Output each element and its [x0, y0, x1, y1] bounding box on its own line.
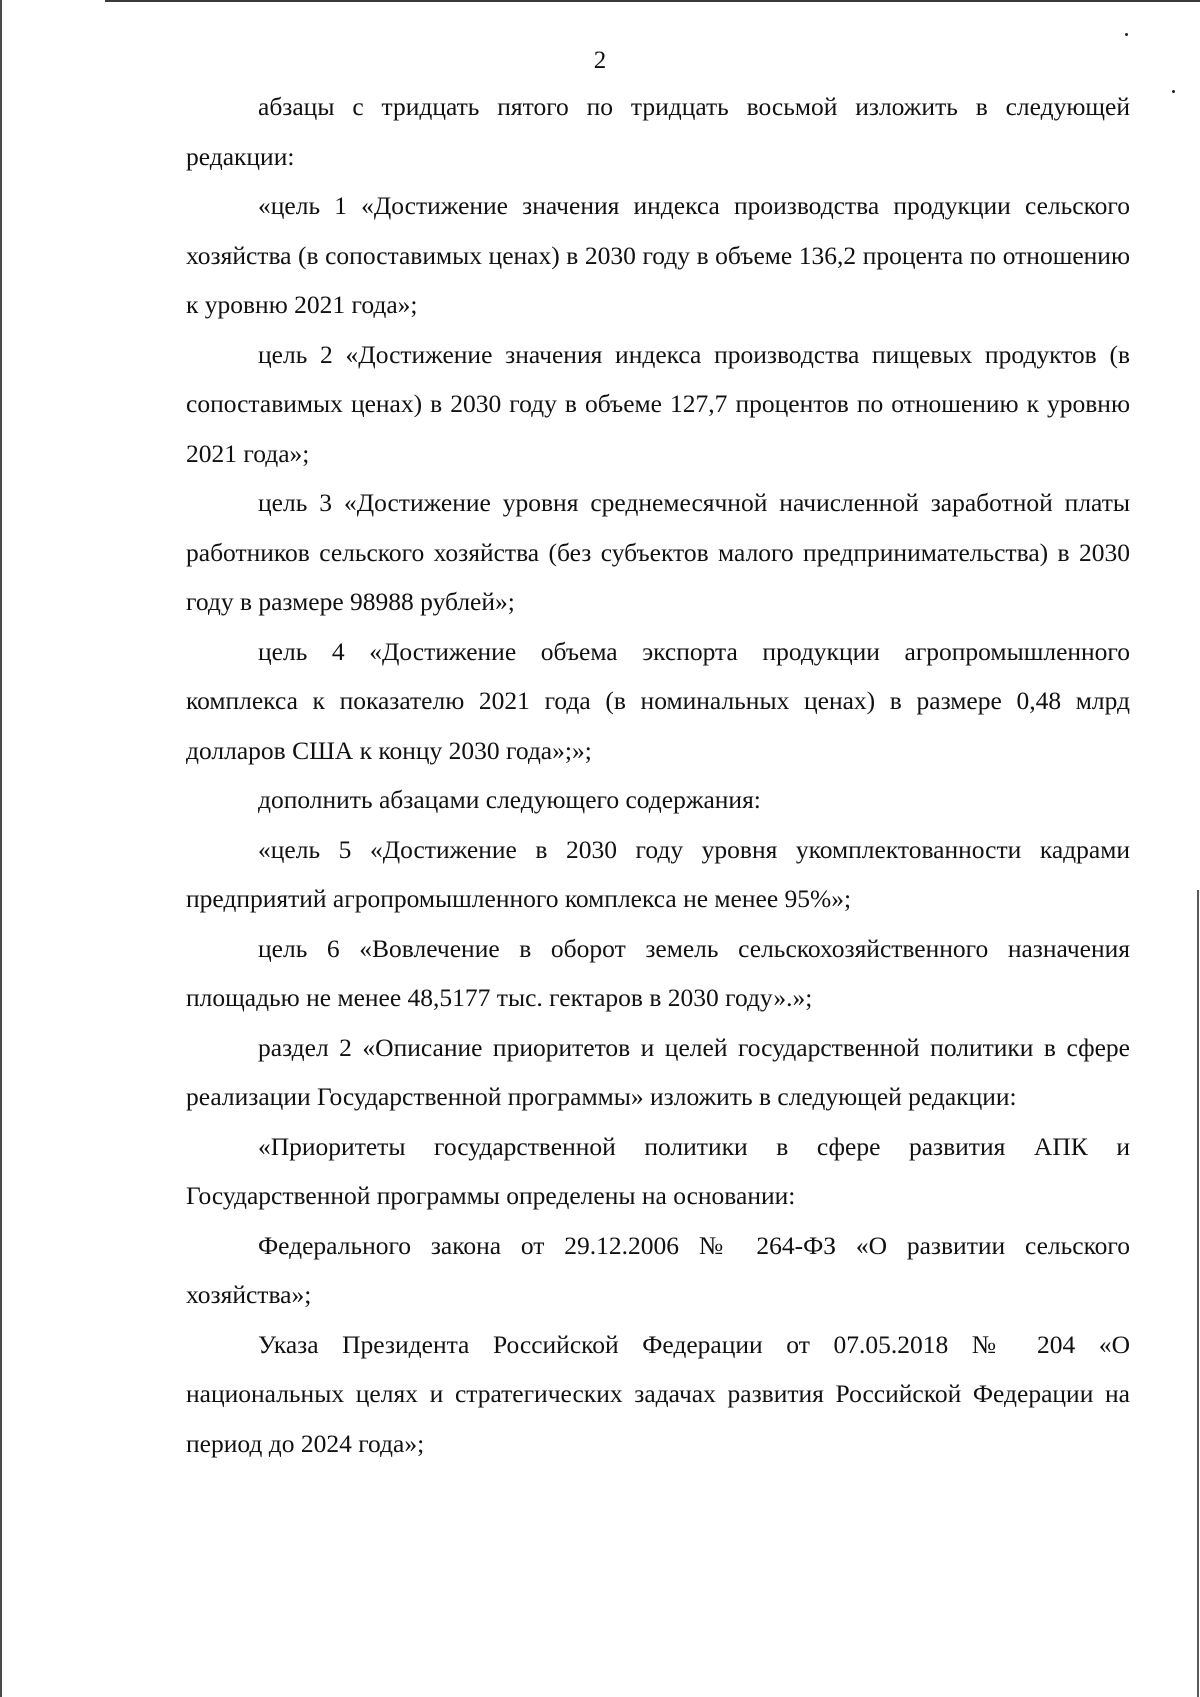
paragraph-10: «Приоритеты государственной политики в сфере развития АПК и Государственной программы определены на основании: [186, 1131, 1130, 1210]
scan-speck [1125, 33, 1128, 36]
paragraph-9: раздел 2 «Описание приоритетов и целей государственной политики в сфере реализации Государственной программы» изложить в следующей редакции: [186, 1032, 1130, 1111]
paragraph-2: «цель 1 «Достижение значения индекса производства продукции сельского хозяйства (в сопоставимых ценах) в 2030 году в объеме 136,2 процента по отношению к уровню 2021 года»; [186, 191, 1130, 319]
paragraph-3: цель 2 «Достижение значения индекса производства пищевых продуктов (в сопоставимых ценах) в 2030 году в объеме 127,7 процентов по отношению к уровню 2021 года»; [186, 339, 1130, 468]
document-body [186, 82, 1130, 1468]
paragraph-11: Федерального закона от 29.12.2006 № 264-ФЗ «О развитии сельского хозяйства»; [186, 1230, 1130, 1309]
scan-speck [1172, 90, 1175, 93]
paragraph-8: цель 6 «Вовлечение в оборот земель сельскохозяйственного назначения площадью не менее 48,5177 тыс. гектаров в 2030 году».»; [186, 933, 1130, 1012]
paragraph-6: дополнить абзацами следующего содержания: [258, 785, 761, 814]
scan-edge-left [0, 0, 2, 1697]
paragraph-5: цель 4 «Достижение объема экспорта продукции агропромышленного комплекса к показателю 2021 года (в номинальных ценах) в размере 0,48 млрд долларов США к концу 2030 года»;»; [186, 636, 1130, 765]
scan-edge-right [1197, 890, 1199, 1697]
paragraph-12: Указа Президента Российской Федерации от 07.05.2018 № 204 «О национальных целях и стратегических задачах развития Российской Федерации на период до 2024 года»; [186, 1329, 1130, 1458]
page-number: 2 [593, 47, 607, 74]
paragraph-4: цель 3 «Достижение уровня среднемесячной начисленной заработной платы работников сельского хозяйства (без субъектов малого предпринимательства) в 2030 году в размере 98988 рублей»; [186, 488, 1130, 616]
paragraph-1: абзацы с тридцать пятого по тридцать восьмой изложить в следующей редакции: [186, 92, 1130, 171]
paragraph-7: «цель 5 «Достижение в 2030 году уровня укомплектованности кадрами предприятий агропромышленного комплекса не менее 95%»; [186, 834, 1130, 913]
scan-edge-top [105, 0, 1200, 2]
